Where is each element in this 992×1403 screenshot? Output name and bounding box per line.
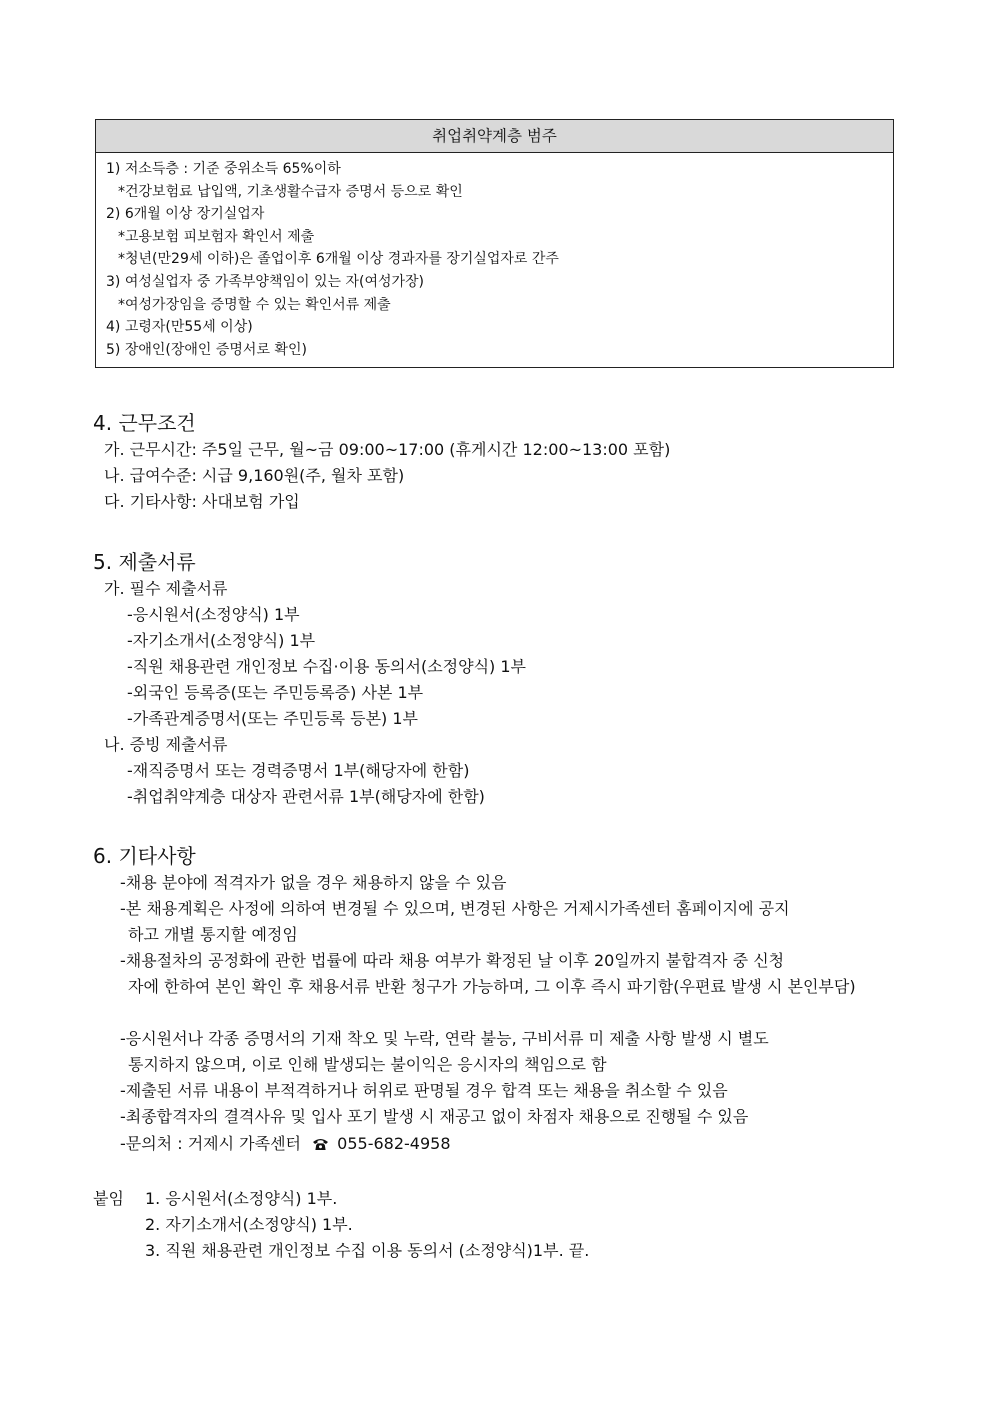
attachment-3: 3. 직원 채용관련 개인정보 수집 이용 동의서 (소정양식)1부. 끝. (145, 1241, 590, 1260)
box-line-4: *고용보험 피보험자 확인서 제출 (118, 228, 315, 245)
proof-doc-2: -취업취약계층 대상자 관련서류 1부(해당자에 한함) (127, 787, 485, 806)
box-line-1: 1) 저소득층 : 기준 중위소득 65%이하 (106, 161, 341, 177)
box-line-8: 4) 고령자(만55세 이상) (106, 319, 253, 336)
note-4-line-1: -응시원서나 각종 증명서의 기재 착오 및 누락, 연락 불능, 구비서류 미 제출 사항 발생 시 별도 (120, 1029, 769, 1048)
proof-doc-1: -재직증명서 또는 경력증명서 1부(해당자에 한함) (127, 761, 470, 780)
attachment-1: 1. 응시원서(소정양식) 1부. (145, 1189, 338, 1208)
required-doc-2: -자기소개서(소정양식) 1부 (127, 631, 316, 650)
note-3 (120, 948, 896, 1000)
note-2-cont: 하고 개별 통지할 예정임 (128, 925, 298, 945)
note-4 (120, 1026, 896, 1078)
required-doc-5: -가족관계증명서(또는 주민등록 등본) 1부 (127, 709, 418, 728)
work-hours: 가. 근무시간: 주5일 근무, 월~금 09:00~17:00 (휴게시간 12:00~13:00 포함) (104, 440, 671, 459)
note-2 (120, 896, 896, 948)
box-line-2: *건강보험료 납입액, 기초생활수급자 증명서 등으로 확인 (118, 183, 463, 200)
note-6: -최종합격자의 결격사유 및 입사 포기 발생 시 재공고 없이 차점자 채용으로 진행될 수 있음 (120, 1107, 749, 1126)
salary: 나. 급여수준: 시급 9,160원(주, 월차 포함) (104, 466, 405, 485)
box-line-3: 2) 6개월 이상 장기실업자 (106, 206, 265, 223)
box-line-7: *여성가장임을 증명할 수 있는 확인서류 제출 (118, 296, 391, 313)
section-5-title: 5. 제출서류 (93, 550, 196, 574)
required-docs-label: 가. 필수 제출서류 (104, 579, 228, 598)
box-line-9: 5) 장애인(장애인 증명서로 확인) (106, 341, 307, 358)
contact-line (120, 1134, 451, 1156)
required-doc-3: -직원 채용관련 개인정보 수집·이용 동의서(소정양식) 1부 (127, 657, 526, 676)
attachment-2: 2. 자기소개서(소정양식) 1부. (145, 1215, 353, 1234)
box-line-5: *청년(만29세 이하)은 졸업이후 6개월 이상 경과자를 장기실업자로 간주 (118, 251, 559, 268)
proof-docs-label: 나. 증빙 제출서류 (104, 735, 228, 754)
section-6-title: 6. 기타사항 (93, 844, 196, 868)
note-5: -제출된 서류 내용이 부적격하거나 허위로 판명될 경우 합격 또는 채용을 취소할 수 있음 (120, 1081, 728, 1100)
required-doc-1: -응시원서(소정양식) 1부 (127, 605, 300, 624)
note-4-cont: 통지하지 않으며, 이로 인해 발생되는 불이익은 응시자의 책임으로 함 (128, 1055, 607, 1075)
phone-icon (312, 1136, 329, 1156)
note-1: -채용 분야에 적격자가 없을 경우 채용하지 않을 수 있음 (120, 873, 507, 892)
box-content (96, 153, 893, 361)
contact-label: -문의처 : 거제시 가족센터 (120, 1134, 301, 1153)
attachments-label: 붙임 (93, 1189, 124, 1208)
required-doc-4: -외국인 등록증(또는 주민등록증) 사본 1부 (127, 683, 424, 702)
section-4-title: 4. 근무조건 (93, 411, 196, 435)
contact-phone: 055-682-4958 (337, 1134, 451, 1153)
other-conditions: 다. 기타사항: 사대보험 가입 (104, 492, 300, 511)
note-3-cont: 자에 한하여 본인 확인 후 채용서류 반환 청구가 가능하며, 그 이후 즉시 파기함(우편료 발생 시 본인부담) (128, 977, 856, 997)
note-2-line-1: -본 채용계획은 사정에 의하여 변경될 수 있으며, 변경된 사항은 거제시가족센터 홈페이지에 공지 (120, 899, 790, 918)
box-title: 취업취약계층 범주 (96, 120, 893, 153)
note-3-line-1: -채용절차의 공정화에 관한 법률에 따라 채용 여부가 확정된 날 이후 20일까지 불합격자 중 신청 (120, 951, 785, 970)
box-line-6: 3) 여성실업자 중 가족부양책임이 있는 자(여성가장) (106, 273, 425, 290)
vulnerable-group-box (95, 119, 894, 368)
